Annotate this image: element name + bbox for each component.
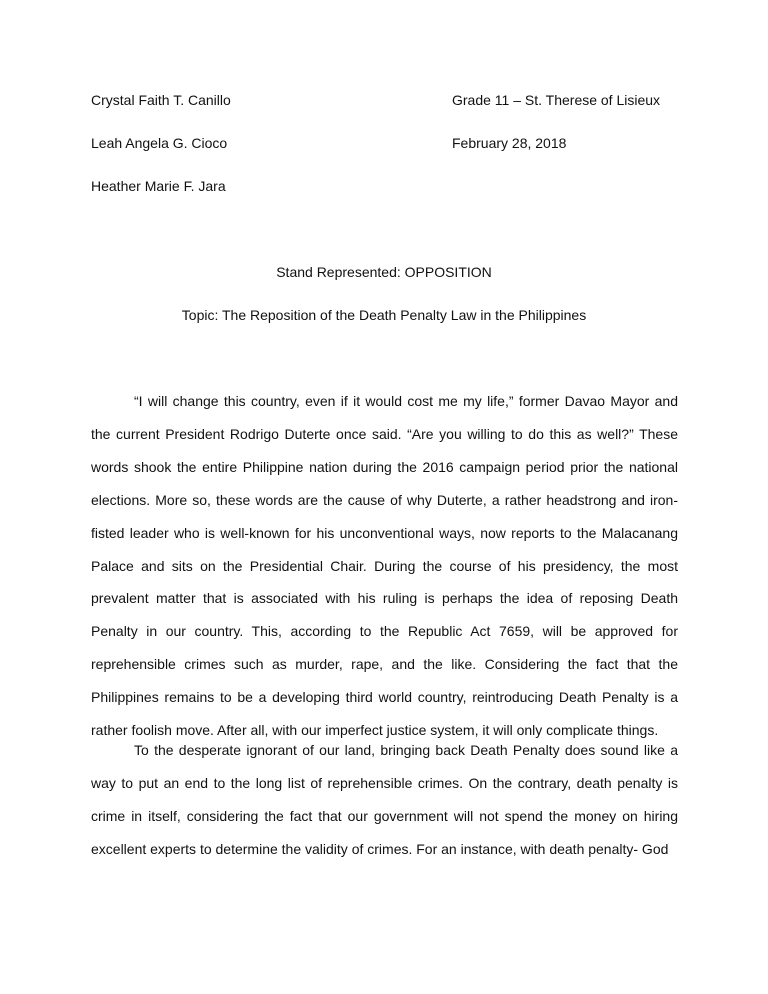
author-name-1: Crystal Faith T. Canillo: [91, 92, 231, 108]
stand-represented: Stand Represented: OPPOSITION: [276, 264, 492, 280]
topic-title: Topic: The Reposition of the Death Penalty Law in the Philippines: [181, 307, 587, 323]
document-date: February 28, 2018: [452, 135, 567, 151]
header-row-1: [91, 91, 691, 109]
body-paragraph-1: “I will change this country, even if it would cost me my life,” former Davao Mayor and the current President Rodrigo Duterte once said. “Are you willing to do this as well?” These words shook the entire Philippine nation during the 2016 campaign period prior the national elections. More so, these words are the cause of why Duterte, a rather headstrong and iron-fisted leader who is well-known for his unconventional ways, now reports to the Malacanang Palace and sits on the Presidential Chair. During the course of his presidency, the most prevalent matter that is associated with his ruling is perhaps the idea of reposing Death Penalty in our country. This, according to the Republic Act 7659, will be approved for reprehensible crimes such as murder, rape, and the like. Considering the fact that the Philippines remains to be a developing third world country, reintroducing Death Penalty is a rather foolish move. After all, with our imperfect justice system, it will only complicate things.: [91, 393, 678, 739]
author-name-2: Leah Angela G. Cioco: [91, 135, 228, 151]
header-row-2: [91, 134, 691, 152]
author-name-3: Heather Marie F. Jara: [91, 178, 226, 194]
body-paragraph-2: To the desperate ignorant of our land, bringing back Death Penalty does sound like a way to put an end to the long list of reprehensible crimes. On the contrary, death penalty is crime in itself, considering the fact that our government will not spend the money on hiring excellent experts to determine the validity of crimes. For an instance, with death penalty- God: [91, 742, 678, 857]
grade-section: Grade 11 – St. Therese of Lisieux: [452, 92, 661, 108]
header-row-3: [91, 177, 691, 195]
